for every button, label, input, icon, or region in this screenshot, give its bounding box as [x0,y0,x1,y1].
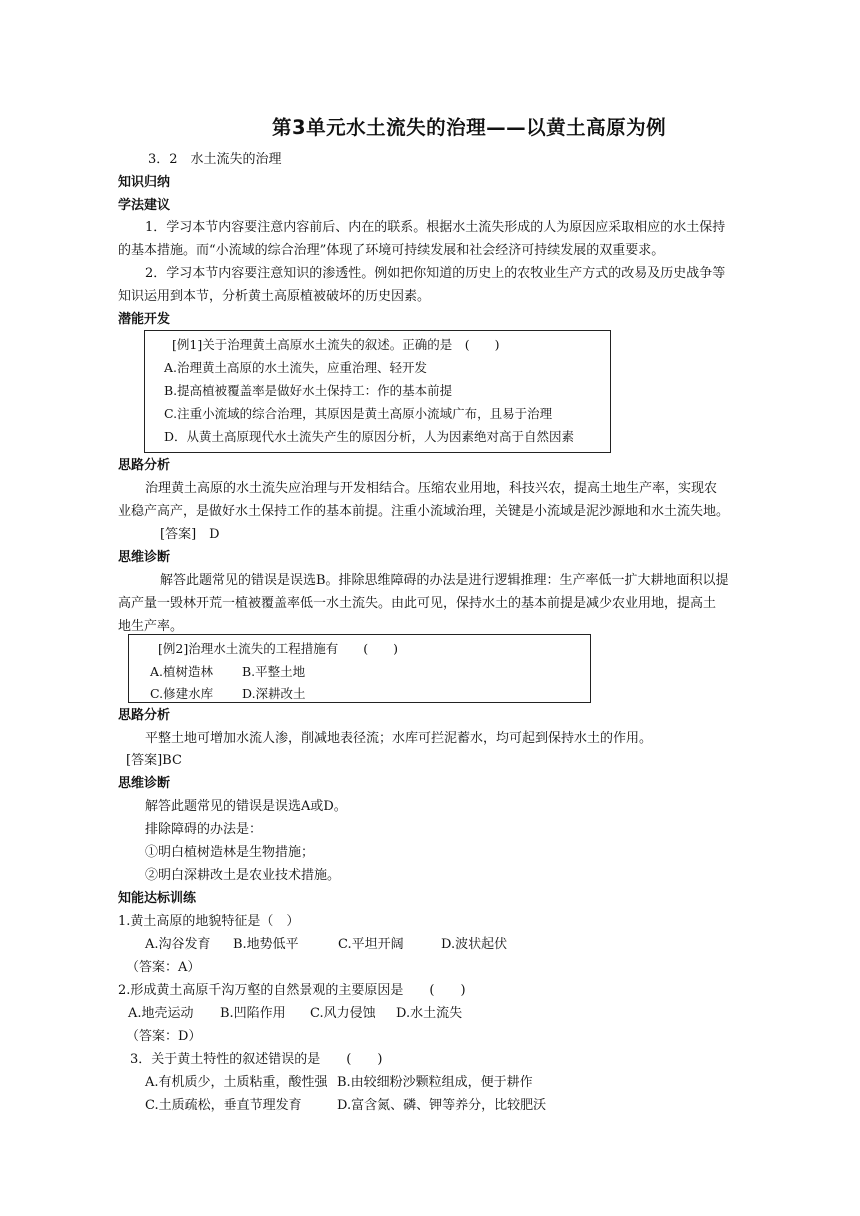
analysis1-line: 业稳产高产，是做好水土保持工作的基本前提。注重小流域治理，关键是小流域是泥沙源地和水土流失地。 [118,504,730,519]
q1-option: B.地势低平 [233,937,299,952]
example1-option: B.提高植被覆盖率是做好水土保持工：作的基本前提 [164,383,453,398]
q3-option: A.有机质少，土质粘重，酸性强 [145,1075,328,1090]
q1-option: C.平坦开阔 [338,937,404,952]
q1-options [145,936,507,954]
diagnosis2-line: 排除障碍的办法是： [145,822,263,837]
heading-training: 知能达标训练 [118,891,197,906]
analysis2-line: 平整土地可增加水流人渗，削减地表径流；水库可拦泥蓄水，均可起到保持水土的作用。 [145,731,653,746]
q2-options [128,1005,462,1023]
q2-option: B.凹陷作用 [220,1006,286,1021]
method-line: 1．学习本节内容要注意内容前后、内在的联系。根据水土流失形成的人为原因应采取相应的水土保持 [145,220,726,235]
heading-potential: 潜能开发 [118,312,171,327]
example1-option: A.治理黄土高原的水土流失，应重治理、轻开发 [164,360,428,375]
q3-stem: 3．关于黄土特性的叙述错误的是 ( ) [130,1052,383,1067]
example1-box [144,330,611,453]
example2-option: C.修建水库 [150,686,214,701]
example2-option-row [150,663,305,681]
q3-options-row [145,1074,533,1092]
heading-diagnosis1: 思维诊断 [118,550,171,565]
q2-option: A.地壳运动 [128,1006,194,1021]
diagnosis2-line: ②明白深耕改土是农业技术措施。 [145,868,341,883]
diagnosis2-line: 解答此题常见的错误是误选A或D。 [145,799,347,814]
diagnosis1-line: 高产量一毁林开荒一植被覆盖率低一水土流失。由此可见，保持水土的基本前提是减少农业用地，提高土 [118,596,717,611]
example2-stem: [例2]治理水土流失的工程措施有 ( ) [158,641,398,656]
example2-option: D.深耕改土 [242,686,306,701]
q1-answer: （答案：A） [126,960,201,975]
method-line: 的基本措施。而“小流域的综合治理”体现了环境可持续发展和社会经济可持续发展的双重要求。 [118,243,665,258]
q1-option: D.波状起伏 [441,937,508,952]
answer2: [答案]BC [126,753,182,768]
example2-box [128,634,591,703]
q1-option: A.沟谷发育 [145,937,211,952]
q2-option: C.风力侵蚀 [310,1006,376,1021]
method-line: 知识运用到本节，分析黄土高原植被破坏的历史因素。 [118,289,431,304]
section-heading: 3．2 水土流失的治理 [148,152,282,167]
method-line: 2．学习本节内容要注意知识的渗透性。例如把你知道的历史上的农牧业生产方式的改易及历史战争等 [145,266,726,281]
q3-option: D.富含氮、磷、钾等养分，比较肥沃 [337,1098,547,1113]
q2-option: D.水土流失 [396,1006,463,1021]
example1-stem: [例1]关于治理黄土高原水土流失的叙述。正确的是 ( ) [172,337,500,352]
heading-method: 学法建议 [118,198,171,213]
q3-option: C.土质疏松，垂直节理发育 [145,1098,302,1113]
example2-option: B.平整土地 [242,664,306,679]
diagnosis2-line: ①明白植树造林是生物措施； [145,845,315,860]
heading-knowledge: 知识归纳 [118,175,171,190]
q1-stem: 1.黄土高原的地貌特征是（ ） [118,914,300,929]
answer1: [答案] D [160,527,220,542]
example2-option-row [150,685,306,703]
diagnosis1-line: 地生产率。 [118,619,184,634]
heading-diagnosis2: 思维诊断 [118,776,171,791]
page-title: 第3单元水土流失的治理——以黄土高原为例 [272,116,667,139]
q3-options-row [145,1097,546,1115]
heading-analysis1: 思路分析 [118,458,171,473]
heading-analysis2: 思路分析 [118,708,171,723]
example1-option: D．从黄土高原现代水土流失产生的原因分析，人为因素绝对高于自然因素 [164,429,575,444]
q2-stem: 2.形成黄土高原千沟万壑的自然景观的主要原因是 ( ) [118,983,466,998]
q2-answer: （答案：D） [126,1029,202,1044]
example2-option: A.植树造林 [150,664,214,679]
q3-option: B.由较细粉沙颗粒组成，便于耕作 [337,1075,533,1090]
analysis1-line: 治理黄土高原的水土流失应治理与开发相结合。压缩农业用地，科技兴农，提高土地生产率，实现农 [145,481,718,496]
example1-option: C.注重小流域的综合治理，其原因是黄土高原小流域广布，且易于治理 [164,406,553,421]
diagnosis1-line: 解答此题常见的错误是误选B。排除思维障碍的办法是进行逻辑推理：生产率低一扩大耕地面积以提 [160,573,729,588]
